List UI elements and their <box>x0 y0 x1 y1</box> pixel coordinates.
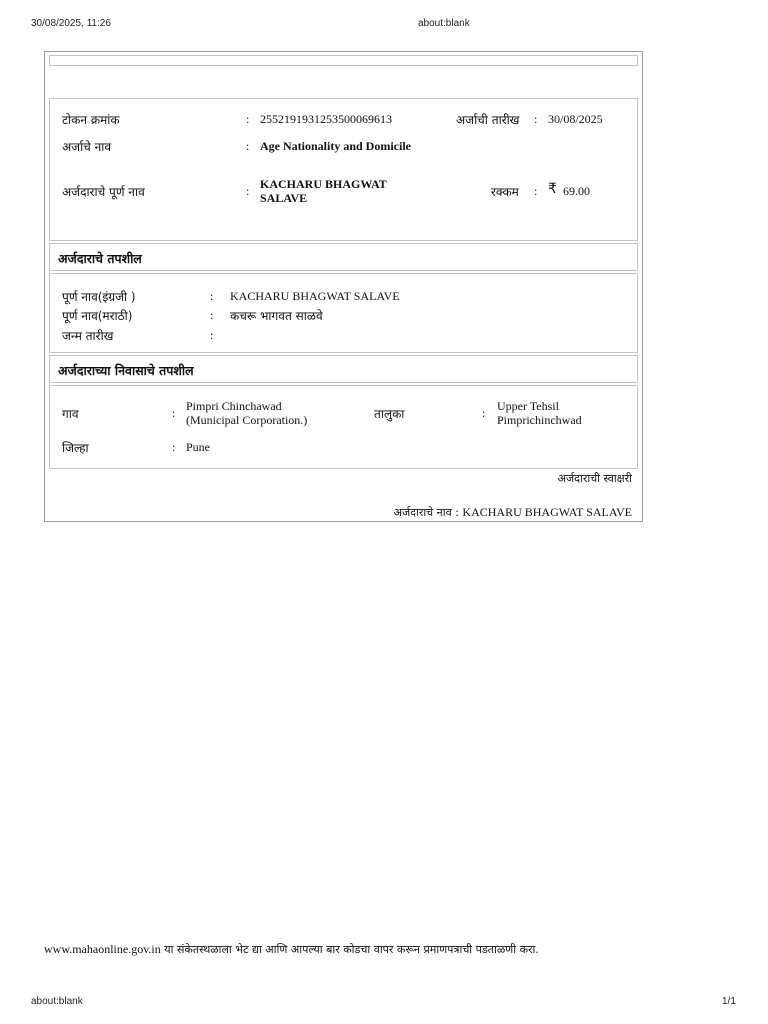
application-name-value: Age Nationality and Domicile <box>260 139 411 153</box>
signature-label: अर्जदाराची स्वाक्षरी <box>557 472 632 485</box>
amount-value: 69.00 <box>563 184 590 198</box>
receipt-container <box>44 51 643 522</box>
dob-label: जन्म तारीख <box>62 329 114 343</box>
print-page-count: 1/1 <box>722 996 736 1007</box>
applicant-fullname-colon: : <box>246 184 250 198</box>
name-marathi-colon: : <box>210 308 214 322</box>
top-strip <box>49 55 638 66</box>
token-value: 2552191931253500069613 <box>260 112 392 126</box>
taluka-value: Upper Tehsil Pimprichinchwad <box>497 399 582 427</box>
date-value: 30/08/2025 <box>548 112 603 126</box>
residence-box <box>49 385 638 469</box>
mahaonline-link[interactable]: www.mahaonline.gov.in <box>44 942 161 956</box>
district-label: जिल्हा <box>62 441 89 455</box>
date-colon: : <box>534 112 538 126</box>
date-label: अर्जाची तारीख <box>456 113 520 127</box>
token-colon: : <box>246 112 250 126</box>
district-value: Pune <box>186 440 210 454</box>
applicant-details-box <box>49 273 638 353</box>
amount-colon: : <box>534 184 538 198</box>
print-datetime: 30/08/2025, 11:26 <box>31 18 111 29</box>
verification-text: या संकेतस्थळाला भेट द्या आणि आपल्या बार कोडचा वापर करून प्रमाणपत्राची पडताळणी करा. <box>160 943 539 956</box>
application-name-colon: : <box>246 139 250 153</box>
residence-heading-box <box>49 355 638 383</box>
taluka-colon: : <box>482 406 486 420</box>
name-marathi-value: कचरू भागवत साळवे <box>230 309 323 323</box>
name-marathi-label: पूर्ण नाव(मराठी) <box>62 309 133 323</box>
applicant-fullname-value: KACHARU BHAGWAT SALAVE <box>260 177 387 205</box>
residence-heading: अर्जदाराच्या निवासाचे तपशील <box>58 363 194 378</box>
rupee-icon: ₹ <box>548 181 557 197</box>
taluka-label: तालुका <box>374 407 405 421</box>
village-colon: : <box>172 406 176 420</box>
name-english-value: KACHARU BHAGWAT SALAVE <box>230 289 400 303</box>
name-english-label: पूर्ण नाव(इंग्रजी ) <box>62 290 136 304</box>
print-page-title: about:blank <box>418 18 470 29</box>
village-value: Pimpri Chinchawad (Municipal Corporation.) <box>186 399 308 427</box>
verification-note <box>44 942 539 957</box>
signature-name-value: KACHARU BHAGWAT SALAVE <box>462 505 632 519</box>
applicant-fullname-label: अर्जदाराचे पूर्ण नाव <box>62 185 145 199</box>
applicant-details-heading: अर्जदाराचे तपशील <box>58 251 142 266</box>
village-label: गाव <box>62 407 79 421</box>
application-name-label: अर्जाचे नाव <box>62 140 112 154</box>
token-label: टोकन क्रमांक <box>62 113 120 127</box>
name-english-colon: : <box>210 289 214 303</box>
dob-colon: : <box>210 328 214 342</box>
amount-label: रक्कम <box>491 185 519 199</box>
signature-name <box>394 505 632 520</box>
receipt-box <box>49 98 638 241</box>
signature-name-label: अर्जदाराचे नाव : <box>393 506 459 519</box>
print-footer-url: about:blank <box>31 996 83 1007</box>
district-colon: : <box>172 440 176 454</box>
applicant-details-heading-box <box>49 243 638 271</box>
